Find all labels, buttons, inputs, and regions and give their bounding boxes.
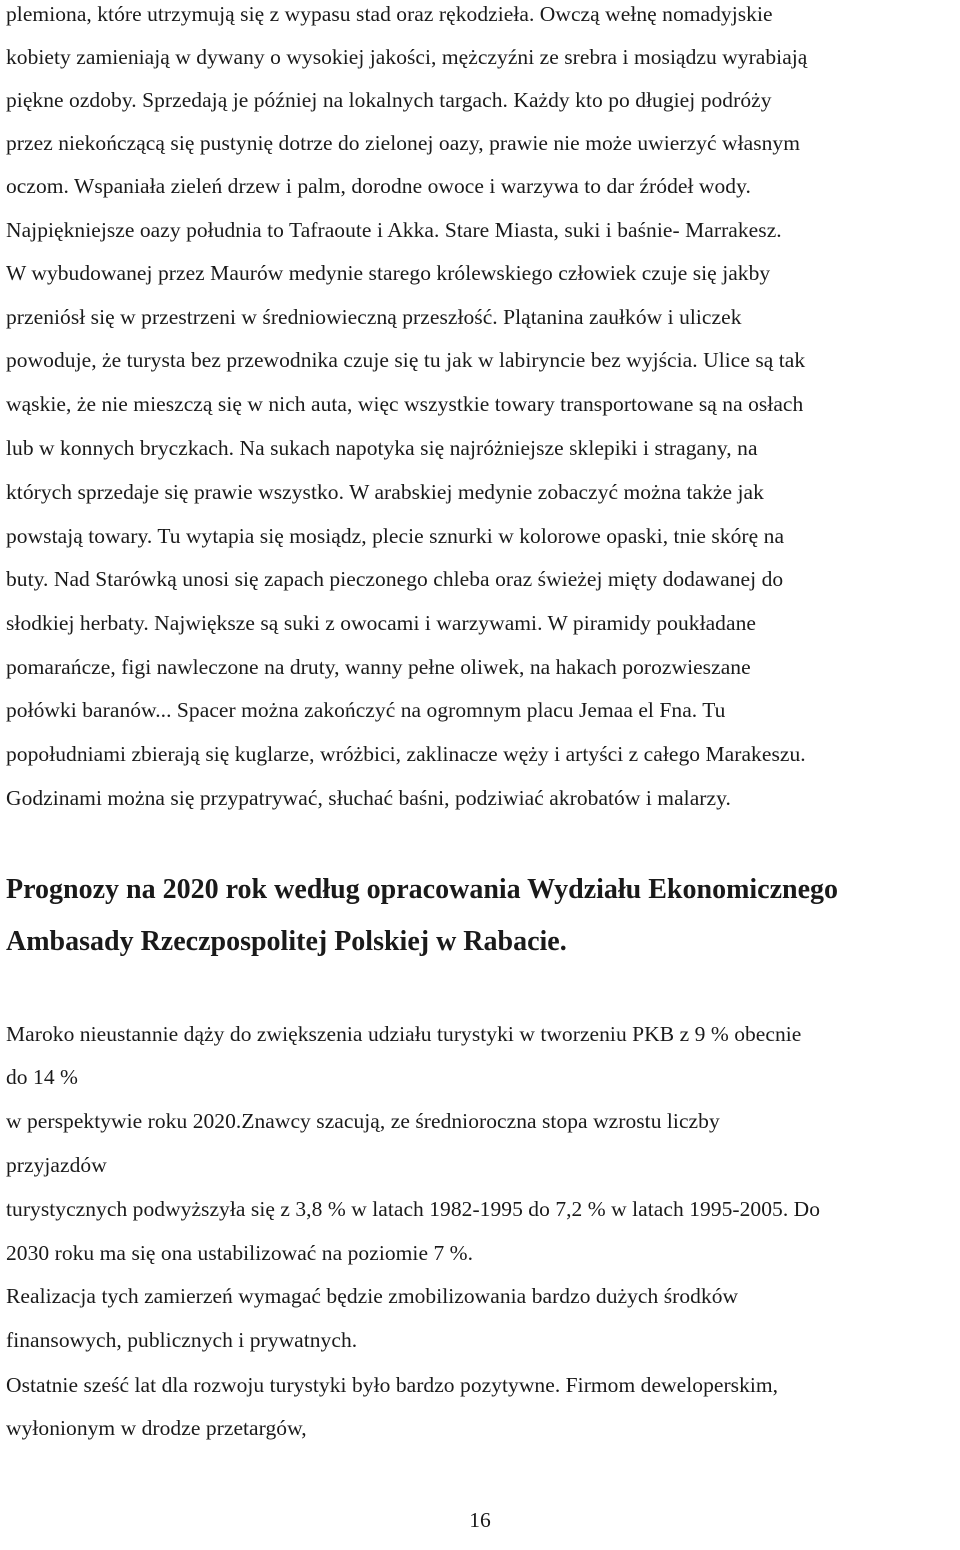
text-line: wąskie, że nie mieszczą się w nich auta, więc wszystkie towary transportowane są na osłach: [6, 392, 804, 416]
text-line: przez niekończącą się pustynię dotrze do zielonej oazy, prawie nie może uwierzyć własnym: [6, 131, 800, 155]
text-line: których sprzedaje się prawie wszystko. W arabskiej medynie zobaczyć można także jak: [6, 480, 764, 504]
text-line: w perspektywie roku 2020.Znawcy szacują, ze średnioroczna stopa wzrostu liczby: [6, 1109, 720, 1133]
text-line: pomarańcze, figi nawleczone na druty, wanny pełne oliwek, na hakach porozwieszane: [6, 655, 751, 679]
text-line: finansowych, publicznych i prywatnych.: [6, 1328, 358, 1352]
text-line: Najpiękniejsze oazy południa to Tafraoute i Akka. Stare Miasta, suki i baśnie- Marrakesz.: [6, 218, 782, 242]
text-line: kobiety zamieniają w dywany o wysokiej jakości, mężczyźni ze srebra i mosiądzu wyrabiają: [6, 45, 808, 69]
text-line: słodkiej herbaty. Największe są suki z owocami i warzywami. W piramidy poukładane: [6, 611, 756, 635]
text-line: turystycznych podwyższyła się z 3,8 % w latach 1982-1995 do 7,2 % w latach 1995-2005. Do: [6, 1197, 821, 1221]
page-number: 16: [469, 1508, 491, 1532]
text-line: piękne ozdoby. Sprzedają je później na lokalnych targach. Każdy kto po długiej podróży: [6, 88, 772, 112]
section-heading-line: Prognozy na 2020 rok według opracowania Wydziału Ekonomicznego: [6, 874, 839, 905]
text-line: przyjazdów: [6, 1153, 107, 1177]
text-line: lub w konnych bryczkach. Na sukach napotyka się najróżniejsze sklepiki i stragany, na: [6, 436, 758, 460]
text-line: oczom. Wspaniała zieleń drzew i palm, dorodne owoce i warzywa to dar źródeł wody.: [6, 174, 751, 198]
text-line: Godzinami można się przypatrywać, słuchać baśni, podziwiać akrobatów i malarzy.: [6, 786, 731, 810]
text-line: Maroko nieustannie dąży do zwiększenia udziału turystyki w tworzeniu PKB z 9 % obecnie: [6, 1022, 802, 1046]
text-line: W wybudowanej przez Maurów medynie starego królewskiego człowiek czuje się jakby: [6, 261, 771, 285]
text-line: popołudniami zbierają się kuglarze, wróżbici, zaklinacze węży i artyści z całego Marakeszu.: [6, 742, 806, 766]
text-line: powstają towary. Tu wytapia się mosiądz, plecie sznurki w kolorowe opaski, tnie skórę na: [6, 524, 785, 548]
text-line: do 14 %: [6, 1065, 79, 1089]
text-line: buty. Nad Starówką unosi się zapach pieczonego chleba oraz świeżej mięty dodawanej do: [6, 567, 784, 591]
text-line: 2030 roku ma się ona ustabilizować na poziomie 7 %.: [6, 1241, 474, 1265]
text-line: połówki baranów... Spacer można zakończyć na ogromnym placu Jemaa el Fna. Tu: [6, 698, 726, 722]
text-line: wyłonionym w drodze przetargów,: [6, 1416, 307, 1440]
text-line: powoduje, że turysta bez przewodnika czuje się tu jak w labiryncie bez wyjścia. Ulice są tak: [6, 348, 806, 372]
section-heading-line: Ambasady Rzeczpospolitej Polskiej w Rabacie.: [6, 926, 567, 957]
text-line: Realizacja tych zamierzeń wymagać będzie zmobilizowania bardzo dużych środków: [6, 1284, 739, 1308]
text-line: Ostatnie sześć lat dla rozwoju turystyki było bardzo pozytywne. Firmom deweloperskim,: [6, 1373, 779, 1397]
text-line: przeniósł się w przestrzeni w średniowieczną przeszłość. Plątanina zaułków i uliczek: [6, 305, 742, 329]
text-line: plemiona, które utrzymują się z wypasu stad oraz rękodzieła. Owczą wełnę nomadyjskie: [6, 2, 773, 26]
